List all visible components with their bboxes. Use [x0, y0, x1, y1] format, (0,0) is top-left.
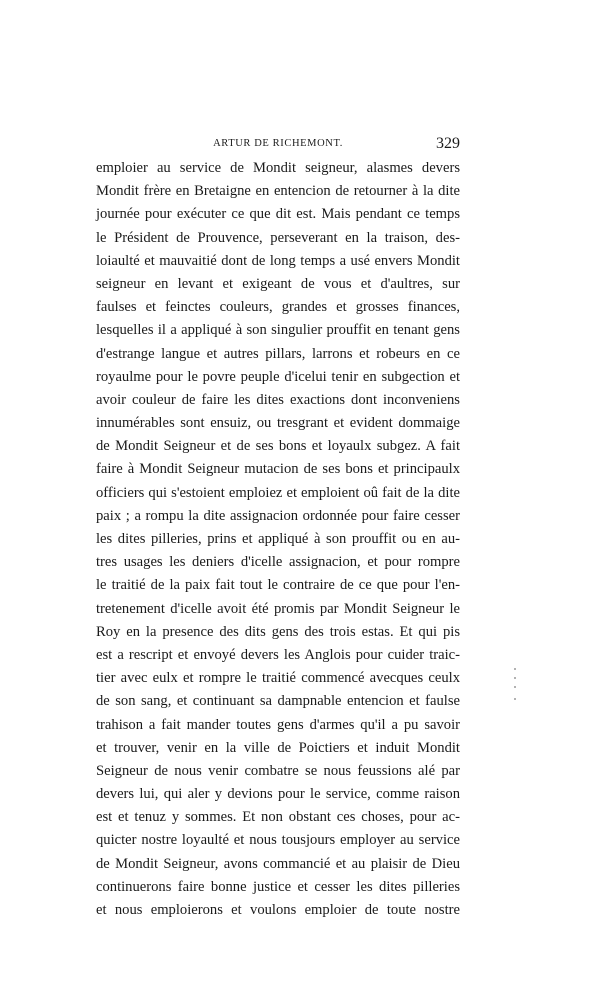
text-line: et nous emploierons et voulons emploier de toute nostre — [96, 902, 460, 918]
text-line: paix ; a rompu la dite assignacion ordonnée pour faire cesser — [96, 507, 460, 524]
text-line: continuerons faire bonne justice et cesser les dites pilleries — [96, 878, 460, 895]
text-line: et trouver, venir en la ville de Poictiers et induit Mondit — [96, 739, 460, 756]
text-line: d'estrange langue et autres pillars, larrons et robeurs en ce — [96, 345, 460, 362]
text-line: tretenement d'icelle avoit été promis par Mondit Seigneur le — [96, 600, 460, 617]
text-line: Roy en la presence des dits gens des trois estas. Et qui pis — [96, 623, 460, 640]
text-line: devers lui, qui aler y devions pour le service, comme raison — [96, 786, 460, 803]
text-line: le traitié de la paix fait tout le contraire de ce que pour l'en- — [96, 577, 460, 594]
text-line: de son sang, et continuant sa dampnable entencion et faulse — [96, 693, 460, 710]
text-line: officiers qui s'estoient emploiez et emploient oû fait de la dite — [96, 484, 460, 501]
text-line: faire à Mondit Seigneur mutacion de ses bons et principaulx — [96, 461, 460, 478]
text-line: trahison a fait mander toutes gens d'armes qu'il a pu savoir — [96, 716, 460, 733]
text-line: est et tenuz y sommes. Et non obstant ces choses, pour ac- — [96, 809, 460, 826]
text-line: innumérables sont ensuiz, ou tresgrant et evident dommaige — [96, 415, 460, 432]
text-line: avoir couleur de faire les dites exactions dont inconveniens — [96, 391, 460, 408]
text-line: de Mondit Seigneur et de ses bons et loyaulx subgez. A fait — [96, 438, 460, 455]
text-line: de Mondit Seigneur, avons commancié et au plaisir de Dieu — [96, 855, 460, 872]
text-line: Mondit frère en Bretaigne en entencion de retourner à la dite — [96, 183, 460, 200]
text-line: le Président de Prouvence, perseverant en la traison, des- — [96, 229, 460, 246]
text-line: quicter nostre loyaulté et nous tousjours employer au service — [96, 832, 460, 849]
text-line: Seigneur de nous venir combatre se nous feussions alé par — [96, 762, 460, 779]
text-line: royaulme pour le povre peuple d'icelui tenir en subgection et — [96, 368, 460, 385]
running-title: ARTUR DE RICHEMONT. — [213, 138, 343, 149]
text-line: seigneur en levant et exigeant de vous et d'aultres, sur — [96, 275, 460, 292]
text-line: tier avec eulx et rompre le traitié commencé avecques ceulx — [96, 670, 460, 687]
text-line: emploier au service de Mondit seigneur, alasmes devers — [96, 160, 460, 176]
text-line: faulses et feinctes couleurs, grandes et grosses finances, — [96, 299, 460, 316]
text-line: lesquelles il a appliqué à son singulier prouffit en tenant gens — [96, 322, 460, 339]
running-head — [96, 136, 460, 154]
paper-specks — [514, 668, 518, 718]
text-line: loiaulté et mauvaitié dont de long temps a usé envers Mondit — [96, 252, 460, 269]
text-line: est a rescript et envoyé devers les Anglois pour cuider traic- — [96, 646, 460, 663]
text-line: tres usages les deniers d'icelle assignacion, et pour rompre — [96, 554, 460, 571]
body-text — [96, 157, 460, 922]
text-line: les dites pilleries, prins et appliqué à son prouffit ou en au- — [96, 531, 460, 547]
text-line: journée pour exécuter ce que dit est. Mais pendant ce temps — [96, 206, 460, 223]
page-number: 329 — [436, 135, 460, 152]
